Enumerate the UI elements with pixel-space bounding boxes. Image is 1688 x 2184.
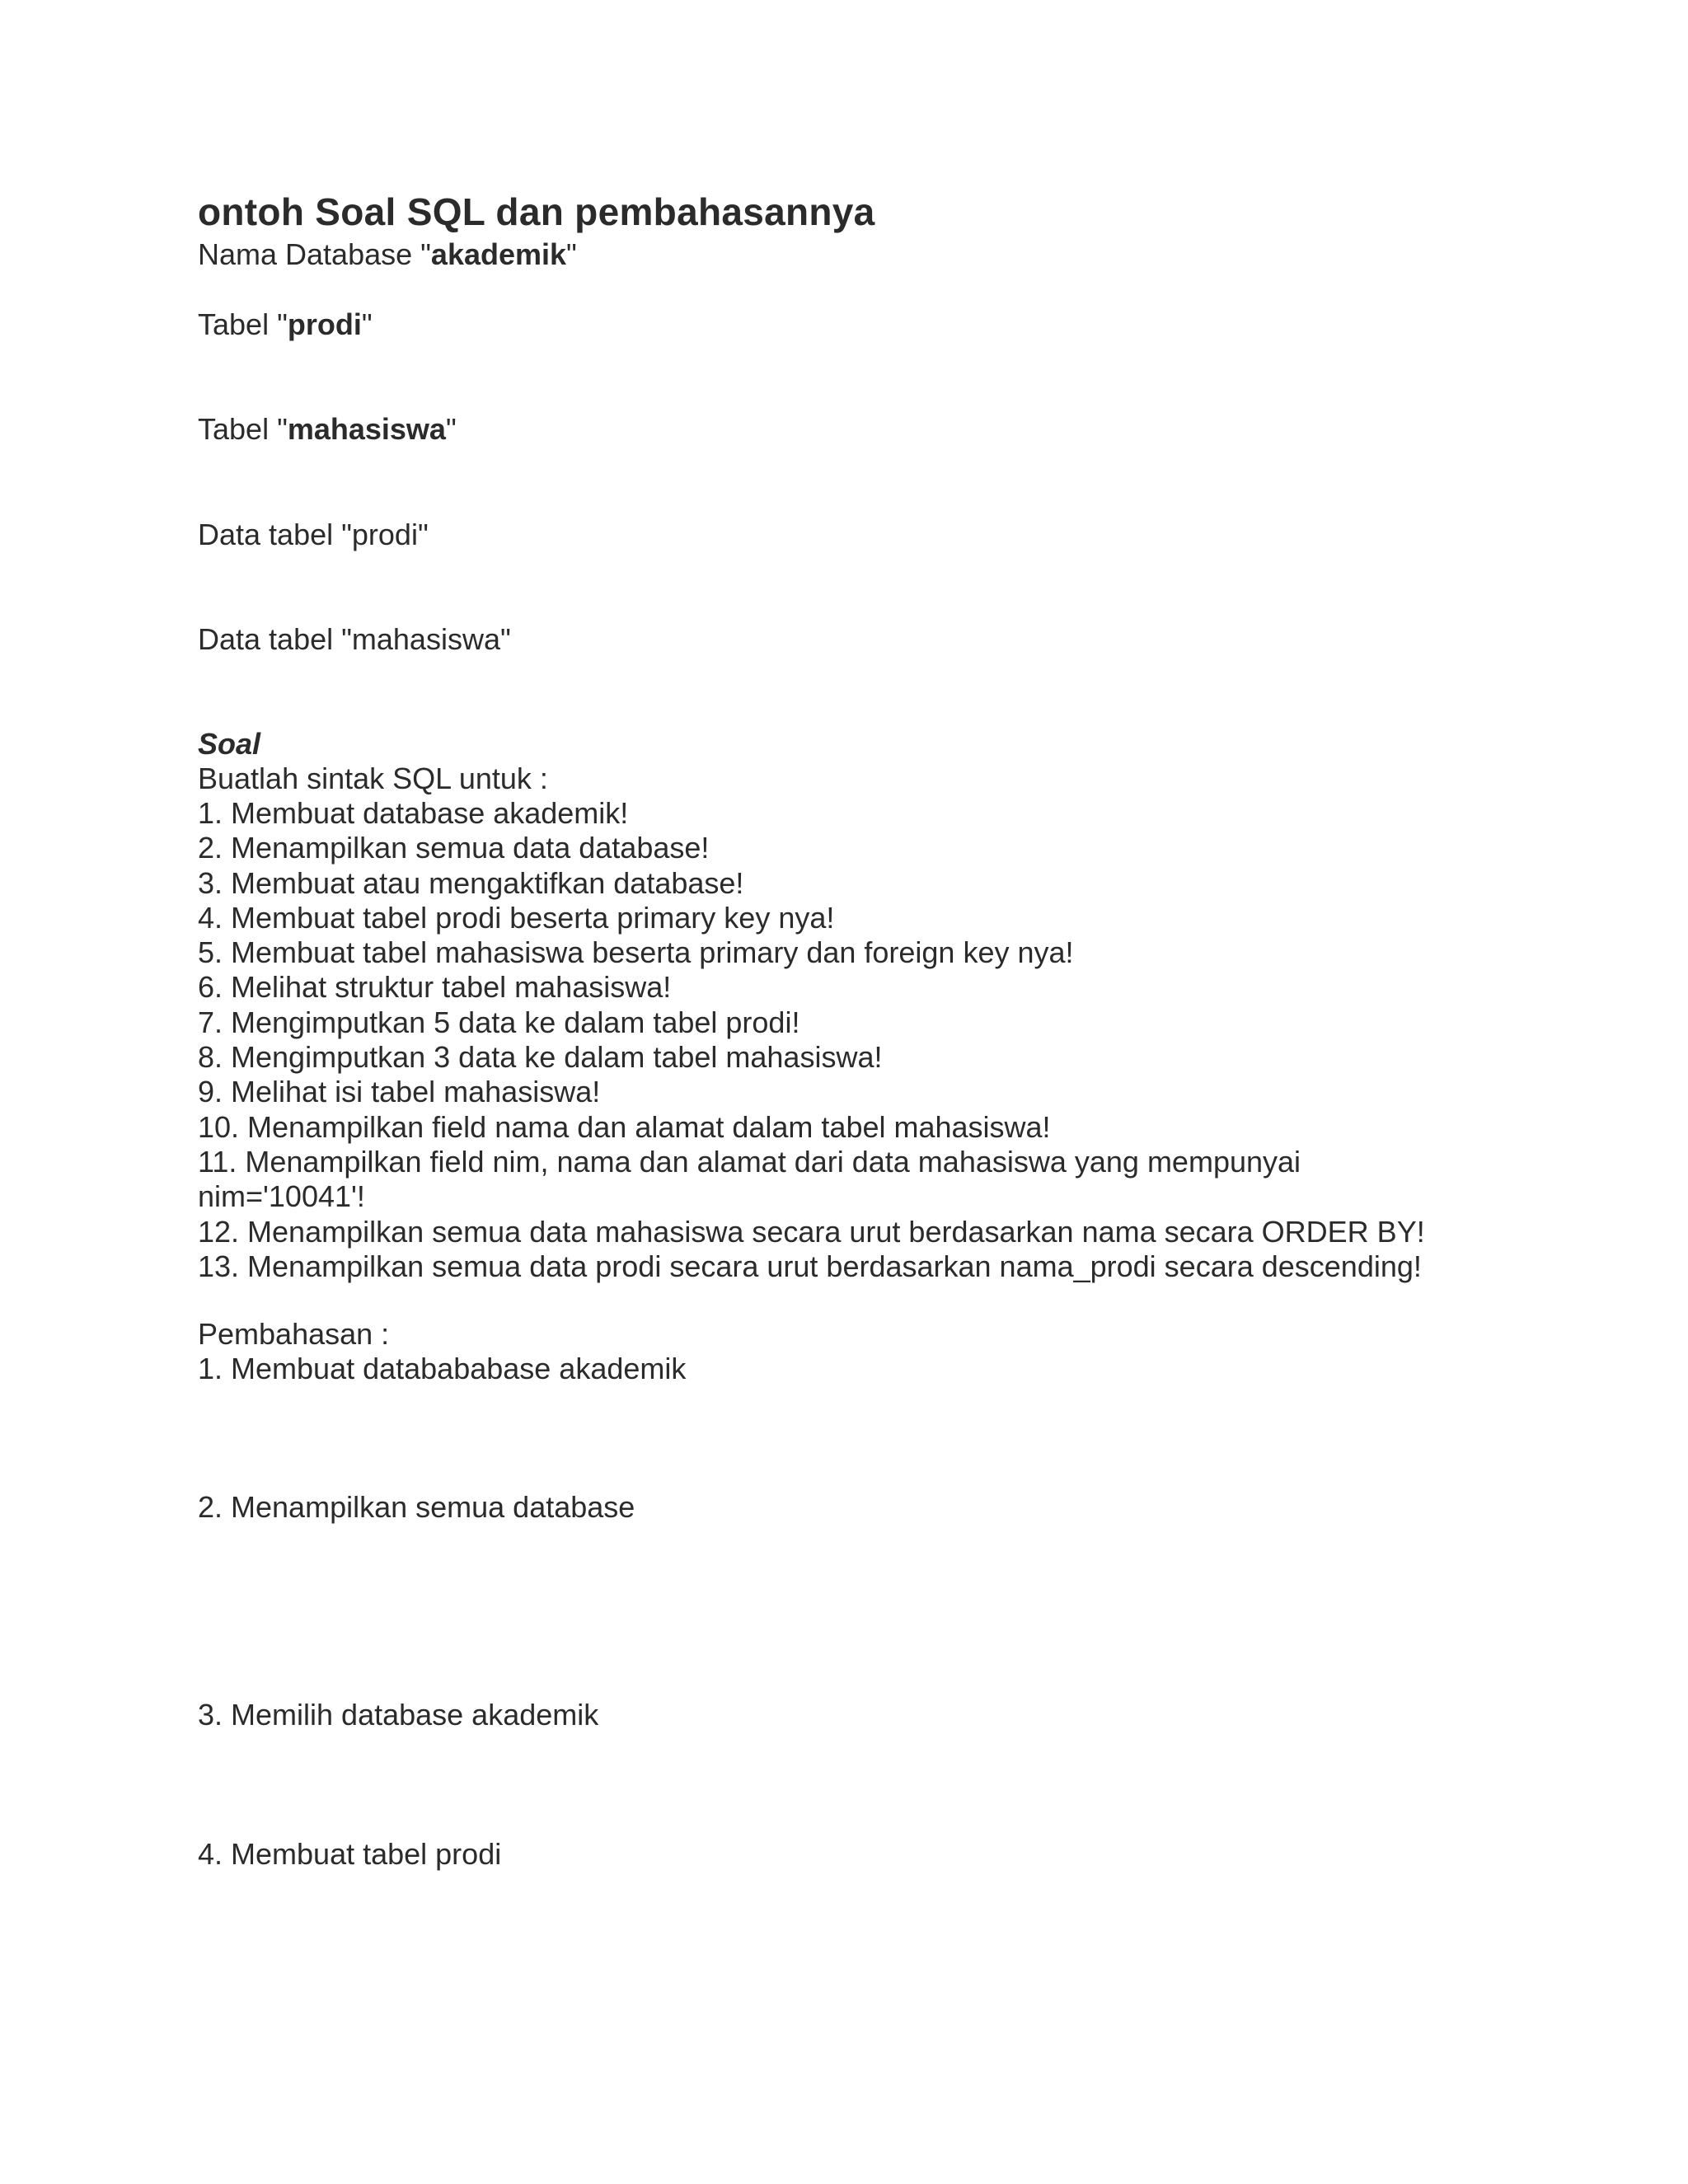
soal-item: 4. Membuat tabel prodi beserta primary key nya! [198, 900, 835, 935]
database-name-value: akademik [430, 237, 567, 271]
tabel-prodi-heading [198, 307, 1523, 342]
data-tabel-prodi-heading: Data tabel "prodi" [198, 518, 429, 551]
soal-item-continuation: nim='10041'! [198, 1179, 365, 1214]
data-tabel-mahasiswa-heading: Data tabel "mahasiswa" [198, 622, 511, 656]
soal-item: 11. Menampilkan field nim, nama dan alamat dari data mahasiswa yang mempunyai [198, 1144, 1301, 1179]
soal-item: 10. Menampilkan field nama dan alamat dalam tabel mahasiswa! [198, 1109, 1051, 1144]
pembahasan-step-1: 1. Membuat databababase akademik [198, 1352, 687, 1385]
tabel-prodi-prefix: Tabel " [198, 307, 288, 341]
pembahasan-section [198, 1317, 1523, 1386]
soal-item: 1. Membuat database akademik! [198, 796, 629, 830]
soal-item: 5. Membuat tabel mahasiswa beserta primary dan foreign key nya! [198, 935, 1074, 970]
database-name-prefix: Nama Database " [198, 237, 431, 271]
tabel-mahasiswa-heading [198, 412, 1523, 447]
pembahasan-heading: Pembahasan : [198, 1317, 390, 1351]
tabel-mahasiswa-suffix: " [445, 412, 457, 446]
soal-list [198, 796, 1523, 1284]
database-name-suffix: " [566, 237, 577, 271]
tabel-mahasiswa-name: mahasiswa [287, 412, 446, 446]
pembahasan-step-2: 2. Menampilkan semua database [198, 1490, 635, 1524]
pembahasan-step-3: 3. Memilih database akademik [198, 1698, 599, 1732]
soal-item: 7. Mengimputkan 5 data ke dalam tabel prodi! [198, 1005, 800, 1039]
soal-item: 2. Menampilkan semua data database! [198, 831, 710, 865]
soal-item: 6. Melihat struktur tabel mahasiswa! [198, 970, 672, 1005]
tabel-mahasiswa-prefix: Tabel " [198, 412, 288, 446]
pembahasan-step-4: 4. Membuat tabel prodi [198, 1837, 502, 1871]
soal-section [198, 727, 1523, 1284]
database-name-line [198, 237, 1523, 272]
soal-item: 12. Menampilkan semua data mahasiswa secara urut berdasarkan nama secara ORDER BY! [198, 1214, 1425, 1249]
soal-item: 13. Menampilkan semua data prodi secara urut berdasarkan nama_prodi secara descending! [198, 1249, 1422, 1283]
soal-heading: Soal [198, 727, 261, 761]
tabel-prodi-suffix: " [361, 307, 373, 341]
soal-item: 3. Membuat atau mengaktifkan database! [198, 865, 744, 900]
document-title: ontoh Soal SQL dan pembahasannya [198, 190, 875, 233]
soal-item: 8. Mengimputkan 3 data ke dalam tabel mahasiswa! [198, 1040, 883, 1075]
tabel-prodi-name: prodi [287, 307, 362, 341]
soal-intro: Buatlah sintak SQL untuk : [198, 762, 548, 795]
soal-item: 9. Melihat isi tabel mahasiswa! [198, 1075, 601, 1109]
